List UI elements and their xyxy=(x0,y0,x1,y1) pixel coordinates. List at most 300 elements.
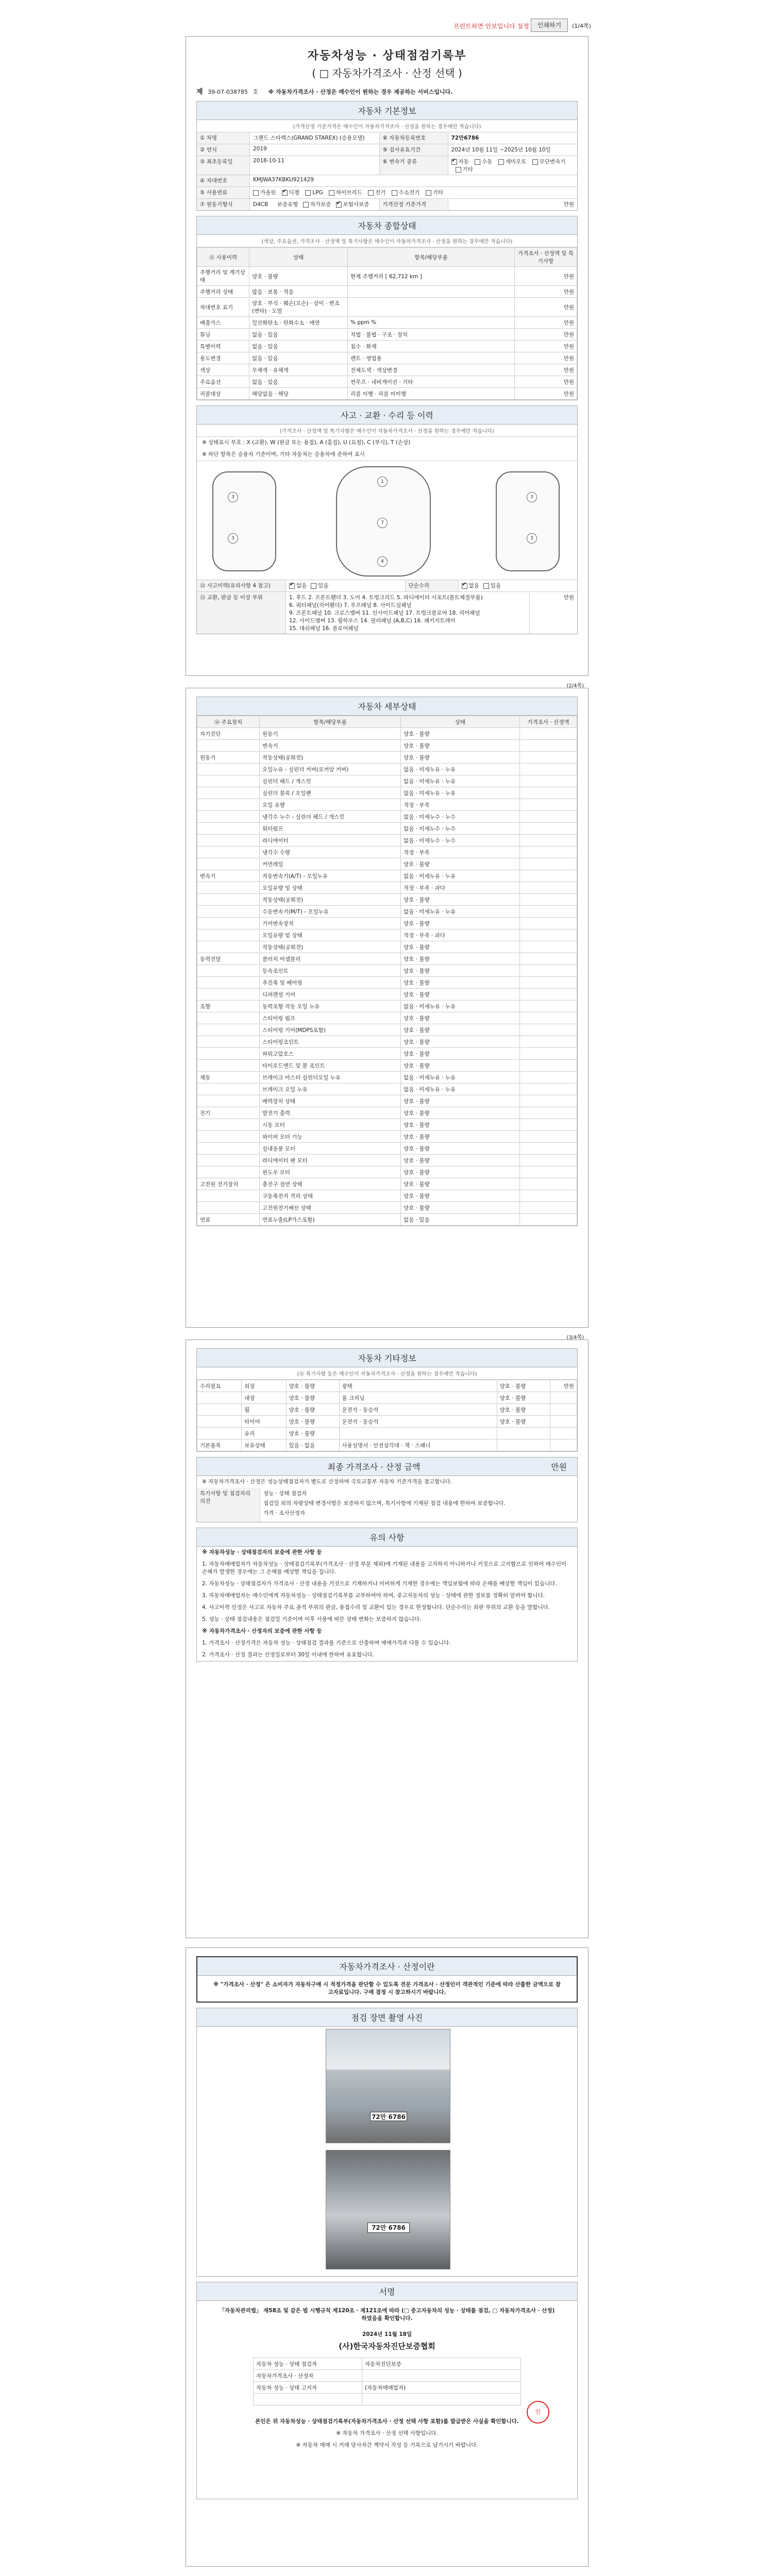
final-text: ※ 자동차가격조사 · 산정은 성능상태점검자가 별도로 산정하며 국토교통부 자동차 기준가격을 참고합니다. xyxy=(202,1479,452,1485)
col-dstate: 상태 xyxy=(401,716,520,728)
doc-subtitle: ( □ 자동차가격조사 · 산정 선택 ) xyxy=(312,67,462,79)
detail-item: 변속기 xyxy=(260,740,401,752)
detail-state: 양호 · 불량 xyxy=(401,965,520,977)
table-row: 색상 무채색 · 유채색 전체도색 · 색상변경 만원 xyxy=(197,364,577,376)
detail-group xyxy=(197,1024,260,1036)
detail-price xyxy=(520,1178,577,1190)
doc-title: 자동차성능 · 상태점검기록부 xyxy=(307,49,467,62)
accident-price: 만원 xyxy=(563,595,574,601)
table-row xyxy=(197,764,577,775)
detail-price xyxy=(520,1131,577,1143)
table-row xyxy=(197,811,577,823)
table-row xyxy=(197,775,577,787)
col-main: ⑭ 주요장치 xyxy=(197,716,260,728)
engine-label: ⑦ 원동기형식 xyxy=(197,199,250,210)
detail-state: 없음 · 미세누유 · 누유 xyxy=(401,787,520,799)
detail-item: 고전원전기배선 상태 xyxy=(260,1202,401,1214)
detail-item: 스티어링 기어(MDPS포함) xyxy=(260,1024,401,1036)
final-section xyxy=(196,1457,578,1522)
trans-options: ✔ 자동 수동 세미오토 무단변속기 기타 xyxy=(448,156,578,175)
page-3-number: (3/4쪽) xyxy=(566,1335,584,1341)
warranty-period: 2024년 10월 11일 ~2025년 10월 10일 xyxy=(451,147,551,153)
detail-price xyxy=(520,1048,577,1060)
col-item: 항목/해당부품 xyxy=(260,716,401,728)
detail-group xyxy=(197,1048,260,1060)
first-reg: 2018-10-11 xyxy=(250,156,380,175)
detail-group xyxy=(197,1190,260,1202)
detail-group xyxy=(197,764,260,775)
info-text: ※ "가격조사 · 산정" 은 소비자가 자동차구매 시 적정가격을 판단할 수 있도록 전문 가격조사 · 산정인이 객관적인 기준에 따라 산출한 금액으로 참고자료입니다. 구매 결정 시 참고하시기 바랍니다. xyxy=(213,1981,561,1995)
other-price xyxy=(550,1392,577,1404)
detail-state: 양호 · 불량 xyxy=(401,1036,520,1048)
detail-state: 없음 · 미세누유 · 누유 xyxy=(401,775,520,787)
footer-2: ※ 자동차 가격조사 · 산정 선택 사항입니다. xyxy=(336,2430,438,2436)
detail-item: 파워고압호스 xyxy=(260,1048,401,1060)
detail-group xyxy=(197,882,260,894)
table-row xyxy=(197,823,577,835)
other-cell: 내장 xyxy=(242,1392,286,1404)
history-label: ⑫ 사고이력(유의사항 4 참고) xyxy=(197,580,286,591)
summary-heading: 자동차 종합상태 xyxy=(197,216,577,235)
detail-group xyxy=(197,1119,260,1131)
table-row xyxy=(197,1036,577,1048)
detail-state: 적정 · 부족 · 과다 xyxy=(401,882,520,894)
fuel-label: ⑤ 사용연료 xyxy=(197,187,250,198)
detail-state: 없음 · 미세누수 · 누수 xyxy=(401,835,520,846)
detail-item: 스티어링 펌프 xyxy=(260,1012,401,1024)
front-photo xyxy=(326,2029,450,2143)
part-marker: 4 xyxy=(377,556,388,567)
detail-group xyxy=(197,1060,260,1072)
detail-item: 작동상태(공회전) xyxy=(260,752,401,764)
detail-price xyxy=(520,1024,577,1036)
other-cell: 양호 · 불량 xyxy=(497,1380,550,1392)
part-marker: 1 xyxy=(377,477,388,487)
col-items: 항목/해당부품 xyxy=(348,248,515,267)
detail-item: 자동변속기(A/T) - 오일누유 xyxy=(260,870,401,882)
other-cell: 광택 xyxy=(339,1380,497,1392)
detail-state: 양호 · 불량 xyxy=(401,1202,520,1214)
detail-group xyxy=(197,1166,260,1178)
detail-group xyxy=(197,799,260,811)
car-name: 그랜드 스타렉스(GRAND STAREX) (승용모델) xyxy=(250,132,380,144)
reg-no-label: ⑧ 자동차등록번호 xyxy=(380,132,448,144)
table-row xyxy=(197,752,577,764)
table-row: 자동차가격조사 · 산정자 xyxy=(254,2370,521,2382)
info-heading: 자동차가격조사 · 산정이란 xyxy=(197,1957,577,1976)
table-row xyxy=(197,1428,577,1439)
detail-state: 양호 · 불량 xyxy=(401,977,520,989)
detail-price xyxy=(520,740,577,752)
detail-item: 연료누출(LP가스포함) xyxy=(260,1214,401,1226)
table-row xyxy=(197,1131,577,1143)
detail-group xyxy=(197,846,260,858)
detail-item: 스티어링조인트 xyxy=(260,1036,401,1048)
detail-item: 라디에이터 xyxy=(260,835,401,846)
detail-price xyxy=(520,811,577,823)
engine-model: D4CB 보증유형 자가보증 ✔ 보험사보증 xyxy=(250,199,380,210)
detail-group xyxy=(197,929,260,941)
detail-group: 연료 xyxy=(197,1214,260,1226)
table-row xyxy=(197,1380,577,1392)
summary-note: (색상, 주요옵션, 가격조사 · 산정액 및 특기사항은 매수인이 자동차가격조사 · 산정을 원하는 경우에만 적습니다) xyxy=(197,235,577,247)
footer-1: 본인은 위 자동차성능 · 상태점검기록부(자동차가격조사 · 산정 선택 사항 포함)를 발급받은 사실을 확인합니다. xyxy=(255,2418,519,2425)
sign-law: 「자동차관리법」 제58조 및 같은 법 시행규칙 제120조 · 제121조에 따라 (□ 중고자동차의 성능 · 상태를 점검, □ 자동차가격조사 · 산정)하였음을 확인합니다. xyxy=(219,2308,555,2321)
table-row xyxy=(197,740,577,752)
notice-para: 2. 자동차성능 · 상태점검자가 가격조사 · 산정 내용을 거짓으로 기재하거나 미비하게 기재한 경우에는 책임보험에 따라 손해를 배상할 책임이 있습니다. xyxy=(202,1581,557,1587)
detail-group xyxy=(197,740,260,752)
detail-price xyxy=(520,823,577,835)
notice-para: ※ 자동차가격조사 · 산정자의 보증에 관한 사항 등 xyxy=(202,1628,322,1634)
other-cell: 양호 · 불량 xyxy=(497,1416,550,1428)
other-cell: 양호 · 불량 xyxy=(286,1392,339,1404)
outer-parts: 1. 후드 2. 프론트휀더 3. 도어 4. 트렁크리드 5. 라디에이터 서포트(볼트체결부품) xyxy=(289,595,483,601)
detail-item: 실린더 블록 / 오일팬 xyxy=(260,787,401,799)
detail-state: 양호 · 불량 xyxy=(401,1155,520,1166)
doc-number-line xyxy=(196,86,578,96)
table-row xyxy=(197,1155,577,1166)
basic-heading: 자동차 기본정보 xyxy=(197,101,577,120)
other-cell: 양호 · 불량 xyxy=(497,1404,550,1416)
part-marker: 3 xyxy=(228,492,238,502)
detail-item: 냉각수 수량 xyxy=(260,846,401,858)
table-row xyxy=(254,2394,521,2405)
detail-state: 양호 · 불량 xyxy=(401,894,520,906)
repair-label: 단순수리 xyxy=(406,580,459,591)
detail-state: 양호 · 불량 xyxy=(401,752,520,764)
detail-price xyxy=(520,894,577,906)
detail-price xyxy=(520,799,577,811)
other-cell: 양호 · 불량 xyxy=(286,1416,339,1428)
detail-item: 충전구 절연 상태 xyxy=(260,1178,401,1190)
detail-group: 변속기 xyxy=(197,870,260,882)
other-section xyxy=(196,1348,578,1452)
detail-group xyxy=(197,1012,260,1024)
part-marker: 3 xyxy=(527,492,537,502)
detail-state: 없음 · 미세누유 · 누유 xyxy=(401,764,520,775)
notice-para: ※ 자동차성능 · 상태점검자의 보증에 관한 사항 등 xyxy=(202,1549,322,1555)
detail-price xyxy=(520,1202,577,1214)
detail-item: 배력장치 상태 xyxy=(260,1095,401,1107)
detail-item: 작동상태(공회전) xyxy=(260,894,401,906)
table-row xyxy=(197,965,577,977)
detail-state: 적정 · 부족 xyxy=(401,799,520,811)
other-table xyxy=(197,1380,577,1451)
detail-price xyxy=(520,882,577,894)
detail-item: 오일유량 및 상태 xyxy=(260,882,401,894)
detail-item: 실내송풍 모터 xyxy=(260,1143,401,1155)
sign-section xyxy=(196,2282,578,2499)
table-row xyxy=(197,989,577,1001)
other-cell xyxy=(197,1428,242,1439)
detail-group xyxy=(197,977,260,989)
detail-price xyxy=(520,787,577,799)
trans-label: ⑥ 변속기 종류 xyxy=(380,156,448,175)
table-row xyxy=(197,1202,577,1214)
rank-2: 6. 쿼터패널(리어휀더) 7. 루프패널 8. 사이드실패널 xyxy=(289,602,412,608)
detail-state: 없음 · 미세누유 · 누유 xyxy=(401,1072,520,1083)
table-row xyxy=(197,1214,577,1226)
detail-state: 없음 · 있음 xyxy=(401,1214,520,1226)
detail-group: 제동 xyxy=(197,1072,260,1083)
table-row: 자동차 성능 · 상태 점검자 자동차진단보증 xyxy=(254,2358,521,2370)
table-row xyxy=(197,977,577,989)
table-row xyxy=(197,846,577,858)
detail-group xyxy=(197,775,260,787)
detail-table xyxy=(197,716,577,1226)
detail-price xyxy=(520,846,577,858)
seal-stamp: 인 xyxy=(527,2401,549,2424)
table-row: 주행거리 및 계기상태 양호 · 불량 현재 주행거리 [ 62,712 km ] 만원 xyxy=(197,267,577,286)
summary-section xyxy=(196,216,578,400)
notice-para: 2. 가격조사 · 산정 결과는 산정일로부터 30일 이내에 한하여 유효합니다. xyxy=(202,1652,374,1658)
notice-section xyxy=(196,1528,578,1662)
table-row: 용도변경 없음 · 있음 렌트 · 영업용 만원 xyxy=(197,352,577,364)
other-heading: 자동차 기타정보 xyxy=(197,1349,577,1367)
detail-group xyxy=(197,1143,260,1155)
detail-group xyxy=(197,989,260,1001)
detail-state: 양호 · 불량 xyxy=(401,918,520,929)
table-row xyxy=(197,953,577,965)
car-left-side xyxy=(212,471,276,571)
detail-group xyxy=(197,941,260,953)
sign-table xyxy=(253,2358,521,2405)
print-warning: 프린트하면 안보입니다 설정 xyxy=(453,23,529,30)
other-cell xyxy=(497,1428,550,1439)
accident-note: (가격조사 · 산정액 및 특기사항은 매수인이 자동차가격조사 · 산정을 원하는 경우에만 적습니다) xyxy=(197,425,577,437)
detail-price xyxy=(520,858,577,870)
other-cell: 양호 · 불량 xyxy=(286,1428,339,1439)
detail-heading: 자동차 세부상태 xyxy=(197,697,577,716)
table-row xyxy=(197,906,577,918)
detail-item: 오일누유 - 실린더 커버(로커암 커버) xyxy=(260,764,401,775)
doc-note: ※ 자동차가격조사 · 산정은 매수인이 원하는 경우 제공하는 서비스입니다. xyxy=(268,89,453,95)
rear-photo xyxy=(326,2150,450,2269)
detail-price xyxy=(520,1166,577,1178)
table-row xyxy=(197,929,577,941)
detail-price xyxy=(520,1001,577,1012)
detail-state: 적정 · 부족 xyxy=(401,846,520,858)
sign-date: 2024년 11월 18일 xyxy=(362,2331,412,2337)
check-icon xyxy=(451,159,457,165)
car-diagram xyxy=(197,461,577,580)
opinion-label: 특기사항 및 점검자의 의견 xyxy=(197,1488,260,1522)
other-cell xyxy=(197,1416,242,1428)
col-price: 가격조사 · 산정액 및 특기사항 xyxy=(515,248,577,267)
fuel-options: 가솔린 ✔ 디젤 LPG 하이브리드 전기 수소전기 기타 xyxy=(250,187,577,198)
rank-b: 12. 사이드멤버 13. 휠하우스 14. 필러패널 (A,B,C) 16. 패키지트레이 xyxy=(289,618,456,624)
rank-a: 9. 프론트패널 10. 크로스멤버 11. 인사이드패널 17. 트렁크플로어 18. 리어패널 xyxy=(289,610,480,616)
detail-price xyxy=(520,1190,577,1202)
info-box xyxy=(196,1956,578,2003)
other-cell: 타이어 xyxy=(242,1416,286,1428)
detail-item: 디퍼렌셜 기어 xyxy=(260,989,401,1001)
detail-price xyxy=(520,1072,577,1083)
print-button[interactable]: 인쇄하기 xyxy=(531,19,568,32)
table-row xyxy=(197,1024,577,1036)
detail-state: 없음 · 미세누유 · 누유 xyxy=(401,1001,520,1012)
detail-group xyxy=(197,1036,260,1048)
other-cell: 있음 · 없음 xyxy=(286,1439,339,1451)
table-row xyxy=(197,787,577,799)
table-row xyxy=(197,1404,577,1416)
table-row xyxy=(197,1416,577,1428)
table-row: 리콜대상 해당없음 · 해당 리콜 이행 · 리콜 미이행 만원 xyxy=(197,388,577,400)
detail-group xyxy=(197,1202,260,1214)
rank-c: 15. 대쉬패널 16. 플로어패널 xyxy=(289,625,359,632)
table-row xyxy=(197,1095,577,1107)
detail-group xyxy=(197,918,260,929)
table-row xyxy=(197,1143,577,1155)
other-cell: 기본품목 xyxy=(197,1439,242,1451)
table-row xyxy=(197,728,577,740)
detail-state: 양호 · 불량 xyxy=(401,1131,520,1143)
other-cell xyxy=(197,1392,242,1404)
detail-price xyxy=(520,1036,577,1048)
col-use: ⑪ 사용이력 xyxy=(197,248,249,267)
detail-group xyxy=(197,906,260,918)
detail-item: 원동기 xyxy=(260,728,401,740)
other-cell: 유리 xyxy=(242,1428,286,1439)
detail-price xyxy=(520,1095,577,1107)
detail-state: 양호 · 불량 xyxy=(401,1119,520,1131)
detail-price xyxy=(520,775,577,787)
other-price xyxy=(550,1439,577,1451)
doc-number: 39-07-038785 xyxy=(208,89,248,95)
page-4 xyxy=(186,1947,589,2567)
table-row xyxy=(197,1190,577,1202)
detail-price xyxy=(520,1119,577,1131)
detail-price xyxy=(520,906,577,918)
table-row xyxy=(197,1119,577,1131)
detail-price xyxy=(520,941,577,953)
detail-group xyxy=(197,858,260,870)
detail-item: 구동축전지 격리 상태 xyxy=(260,1190,401,1202)
summary-table xyxy=(197,247,577,400)
doc-suffix: 호 xyxy=(253,89,259,95)
notice-para: 1. 가격조사 · 산정가격은 자동차 성능 · 상태점검 결과를 기준으로 산출하며 매매가격과 다를 수 있습니다. xyxy=(202,1640,451,1646)
detail-item: 워터펌프 xyxy=(260,823,401,835)
detail-group: 전기 xyxy=(197,1107,260,1119)
detail-price xyxy=(520,1143,577,1155)
sign-heading: 서명 xyxy=(197,2282,577,2301)
warranty-label: ⑨ 검사유효기간 xyxy=(380,144,448,156)
detail-state: 양호 · 불량 xyxy=(401,740,520,752)
detail-item: 오일 유량 xyxy=(260,799,401,811)
final-heading: 최종 가격조사 · 산정 금액 만원 xyxy=(197,1458,577,1476)
detail-state: 양호 · 불량 xyxy=(401,1166,520,1178)
detail-price xyxy=(520,953,577,965)
detail-price xyxy=(520,965,577,977)
notice-para: 3. 자동차매매업자는 매수인에게 자동차성능 · 상태점검기록부를 교부하여야 하며, 중고자동차의 성능 · 상태에 관한 정보를 정확히 알려야 합니다. xyxy=(202,1592,545,1599)
detail-group xyxy=(197,835,260,846)
other-cell: 외장 xyxy=(242,1380,286,1392)
detail-item: 등속조인트 xyxy=(260,965,401,977)
detail-price xyxy=(520,1214,577,1226)
detail-item: 작동상태(공회전) xyxy=(260,941,401,953)
other-cell: 양호 · 불량 xyxy=(497,1392,550,1404)
detail-state: 양호 · 불량 xyxy=(401,1024,520,1036)
table-row: 튜닝 없음 · 있음 적법 · 불법 · 구조 · 장치 만원 xyxy=(197,329,577,341)
first-reg-label: ③ 최초등록일 xyxy=(197,156,250,175)
other-cell: 룸 크리닝 xyxy=(339,1392,497,1404)
plate-front: 72만 6786 xyxy=(370,2112,407,2121)
page-indicator: (1/4쪽) xyxy=(572,23,591,29)
detail-group xyxy=(197,965,260,977)
other-cell: 보유상태 xyxy=(242,1439,286,1451)
table-row xyxy=(197,894,577,906)
detail-item: 와이퍼 모터 기능 xyxy=(260,1131,401,1143)
outer-label: ⑬ 교환, 판금 등 이상 부위 xyxy=(197,592,286,634)
part-marker: 3 xyxy=(228,533,238,544)
part-marker: 7 xyxy=(377,518,388,528)
price-basis-label: 가격산정 기준가격 xyxy=(380,199,448,210)
other-cell xyxy=(339,1428,497,1439)
detail-item: 브레이크 마스터 실린더오일 누유 xyxy=(260,1072,401,1083)
col-state: 상태 xyxy=(249,248,348,267)
table-row: 배출가스 일산화탄소 · 탄화수소 · 매연 % ppm % 만원 xyxy=(197,317,577,329)
detail-group xyxy=(197,823,260,835)
other-cell: 사용설명서 · 안전삼각대 · 잭 · 스패너 xyxy=(339,1439,497,1451)
photo-section xyxy=(196,2008,578,2277)
detail-state: 양호 · 불량 xyxy=(401,1190,520,1202)
detail-price xyxy=(520,1060,577,1072)
detail-price xyxy=(520,728,577,740)
table-row xyxy=(197,870,577,882)
detail-price xyxy=(520,1012,577,1024)
reg-no: 72만6786 xyxy=(451,135,479,141)
detail-price xyxy=(520,835,577,846)
footer-3: ※ 자동차 매매 시 거래 당사자간 계약서 작성 등 기록으로 남기시기 바랍니다. xyxy=(296,2442,478,2448)
year: 2019 xyxy=(250,144,380,156)
page-2 xyxy=(186,683,589,1328)
detail-group xyxy=(197,811,260,823)
car-right-side xyxy=(496,471,560,571)
detail-state: 양호 · 불량 xyxy=(401,1107,520,1119)
detail-state: 양호 · 불량 xyxy=(401,728,520,740)
vin-label: ④ 차대번호 xyxy=(197,175,250,187)
detail-group xyxy=(197,1155,260,1166)
other-price: 만원 xyxy=(550,1380,577,1392)
table-row xyxy=(197,835,577,846)
photo-heading: 점검 장면 촬영 사진 xyxy=(197,2008,577,2027)
table-row xyxy=(197,918,577,929)
detail-group: 조향 xyxy=(197,1001,260,1012)
table-row xyxy=(197,882,577,894)
basic-note: (가격산정 기준가격은 매수인이 자동차가격조사 · 산정을 원하는 경우에만 적습니다) xyxy=(197,120,577,132)
other-cell: 양호 · 불량 xyxy=(286,1404,339,1416)
detail-group xyxy=(197,1131,260,1143)
detail-item: 시동 모터 xyxy=(260,1119,401,1131)
basic-info-section xyxy=(196,101,578,211)
top-toolbar xyxy=(0,15,773,36)
detail-price xyxy=(520,870,577,882)
table-row: 차대번호 표기 양호 · 부식 · 훼손(오손) · 상이 · 변조(변타) · 도말 만원 xyxy=(197,298,577,317)
plate-rear: 72만 6786 xyxy=(367,2223,410,2233)
detail-state: 양호 · 불량 xyxy=(401,1060,520,1072)
legend-1: ※ 상태표시 부호 : X (교환), W (판금 또는 용접), A (흠집), U (요철), C (부식), T (손상) xyxy=(202,439,411,446)
detail-state: 적정 · 부족 · 과다 xyxy=(401,929,520,941)
other-cell xyxy=(197,1404,242,1416)
detail-section xyxy=(196,697,578,1226)
detail-item: 실린더 헤드 / 개스킷 xyxy=(260,775,401,787)
notice-para: 5. 성능 · 상태 점검내용은 점검일 기준이며 이후 사용에 따른 상태 변화는 보증하지 않습니다. xyxy=(202,1616,422,1622)
detail-state: 양호 · 불량 xyxy=(401,858,520,870)
table-row: 자동차 성능 · 상태 고지자 (자동차매매업자) xyxy=(254,2382,521,2394)
detail-item: 브레이크 오일 누유 xyxy=(260,1083,401,1095)
detail-price xyxy=(520,977,577,989)
detail-item: 동력조향 작동 오일 누유 xyxy=(260,1001,401,1012)
